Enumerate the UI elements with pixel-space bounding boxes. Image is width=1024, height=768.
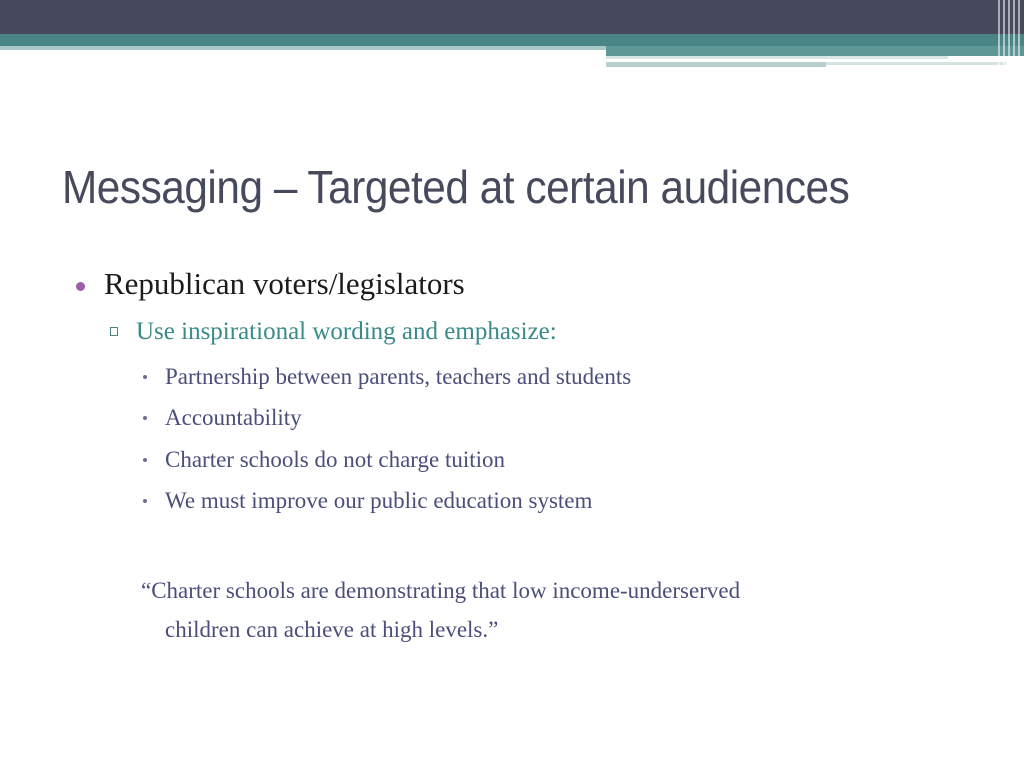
bullet-dot-icon (76, 282, 85, 291)
header-accent-line (606, 56, 948, 59)
bullet-small-dot-icon (143, 416, 147, 420)
quote-line: children can achieve at high levels.” (165, 617, 499, 642)
header-teal-band (0, 34, 1024, 46)
header-teal-soft-band (0, 46, 606, 50)
bullet-level3: We must improve our public education system (165, 488, 593, 513)
bullet-small-dot-icon (143, 375, 147, 379)
bullet-level2: Use inspirational wording and emphasize: (136, 318, 557, 345)
quote-block (141, 571, 901, 649)
header-dark-band (0, 0, 1024, 34)
bullet-level3: Partnership between parents, teachers and students (165, 364, 632, 389)
bullet-small-dot-icon (143, 458, 147, 462)
slide-title: Messaging – Targeted at certain audiences (62, 161, 850, 213)
bullet-small-dot-icon (143, 499, 147, 503)
bullet-level3: Accountability (165, 405, 302, 430)
bullet-level1: Republican voters/legislators (104, 266, 465, 301)
bullet-level3: Charter schools do not charge tuition (165, 447, 506, 472)
header-accent-line (826, 62, 1006, 65)
header-teal-right-band (606, 46, 1024, 56)
bullet-square-icon (110, 327, 118, 336)
quote-line: “Charter schools are demonstrating that low income-underserved (141, 578, 741, 603)
header-accent-line (606, 62, 826, 67)
header-stripes (994, 0, 1024, 68)
